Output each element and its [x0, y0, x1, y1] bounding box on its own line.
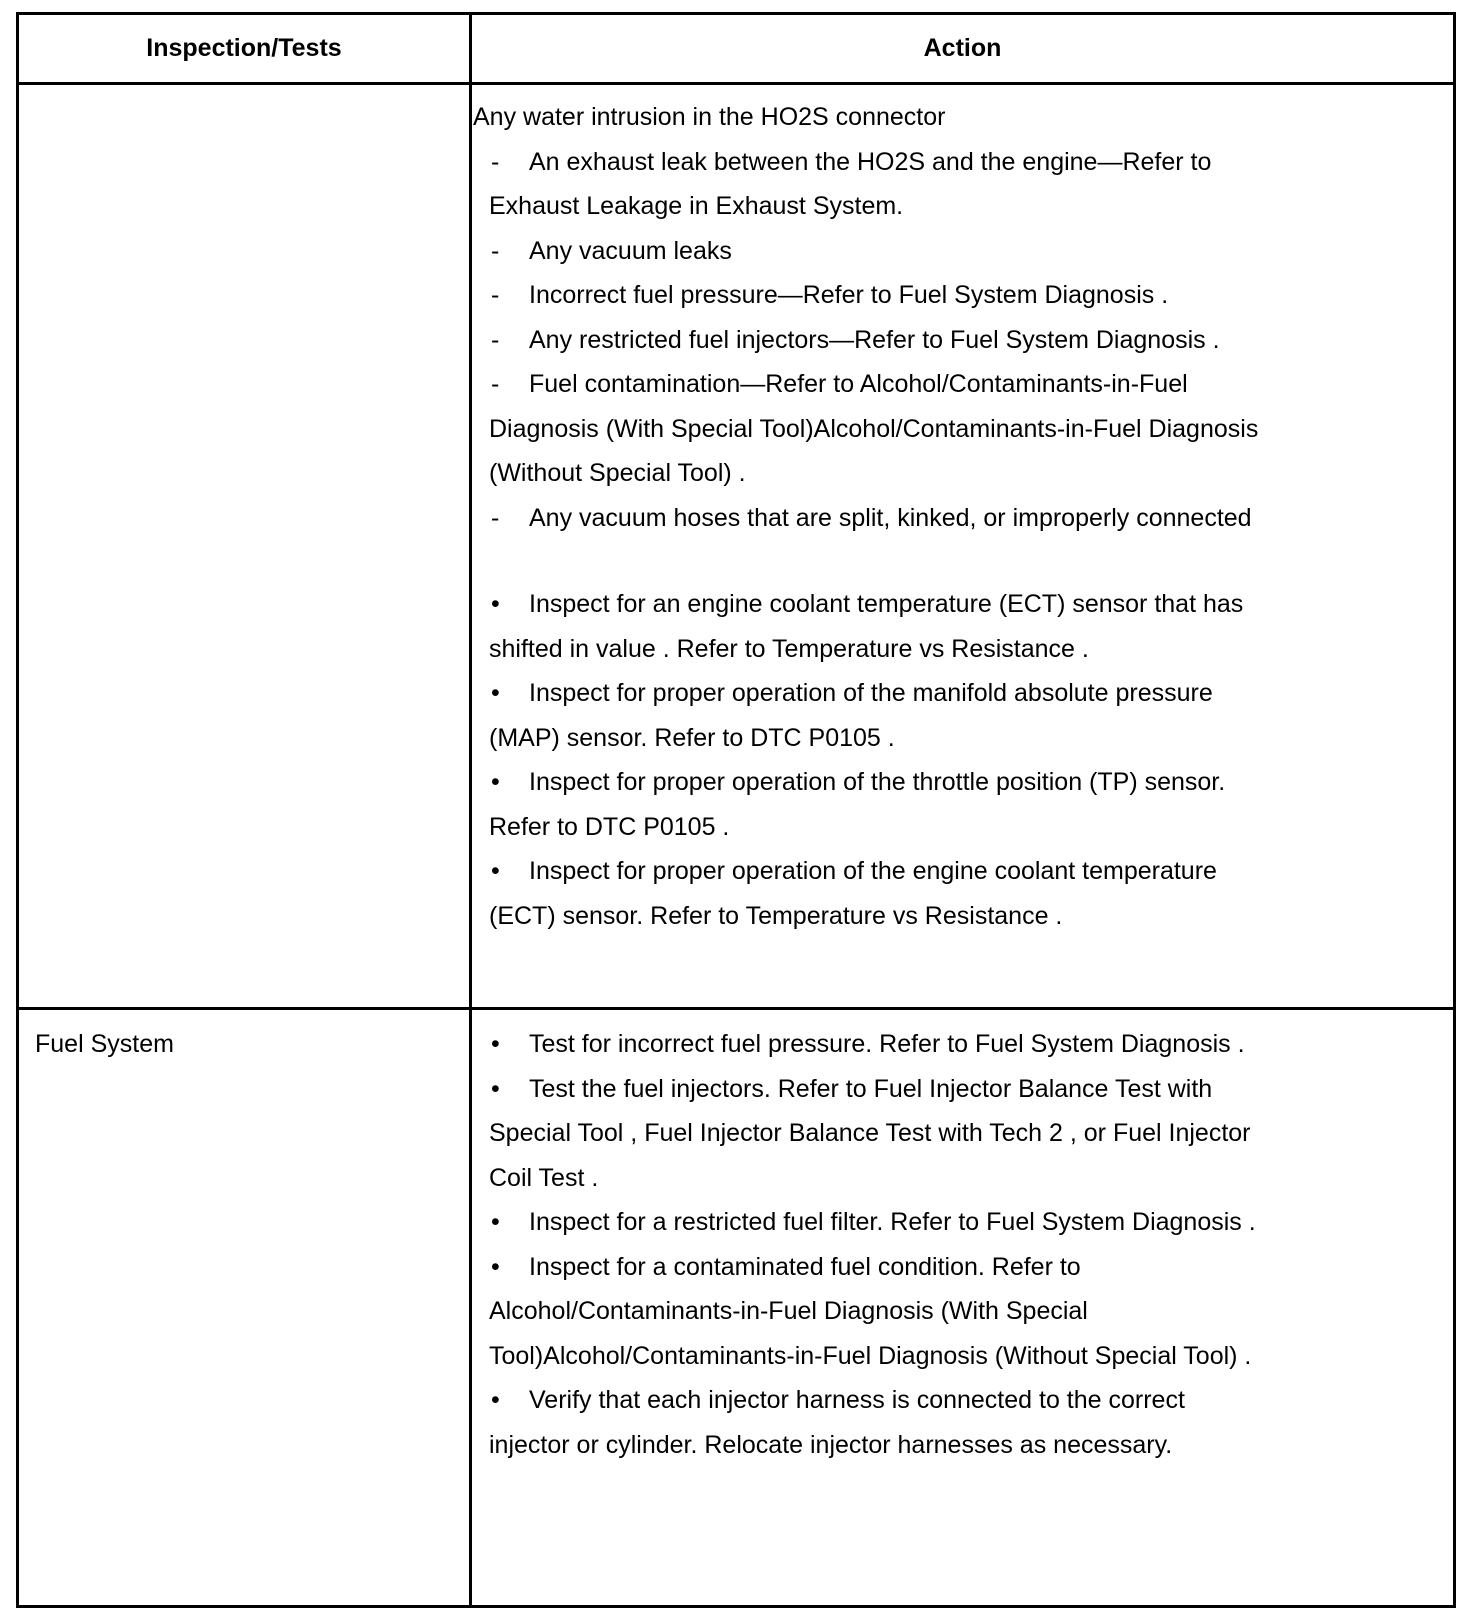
list-marker: • — [491, 857, 500, 885]
list-marker: • — [491, 1208, 500, 1236]
bullet-item — [473, 1378, 1453, 1467]
row1-inspection-label — [35, 97, 469, 142]
bullet-item-first-line — [473, 582, 1453, 627]
bullet-item-continuation-line: (ECT) sensor. Refer to Temperature vs Resistance . — [489, 901, 1063, 930]
bullet-item-continuation-line: shifted in value . Refer to Temperature vs Resistance . — [489, 634, 1089, 663]
list-item-text: Test the fuel injectors. Refer to Fuel Injector Balance Test with — [529, 1074, 1213, 1103]
dash-item-first-line — [473, 318, 1453, 363]
list-marker: • — [491, 1074, 500, 1103]
row1-action-cell — [472, 95, 1453, 938]
list-marker: • — [491, 768, 500, 796]
dash-item — [473, 362, 1453, 496]
bullet-item-first-line — [473, 1200, 1453, 1245]
row2-action-cell — [472, 1022, 1453, 1467]
diagnostic-table — [16, 12, 1456, 1608]
list-marker: • — [491, 1386, 500, 1414]
bullet-item — [473, 1067, 1453, 1201]
dash-item-continuation-line: Exhaust Leakage in Exhaust System. — [489, 192, 904, 220]
dash-item-first-line — [473, 362, 1453, 407]
dash-item — [473, 229, 1453, 274]
bullet-item-continuation-line: Tool)Alcohol/Contaminants-in-Fuel Diagnosis (Without Special Tool) . — [489, 1341, 1252, 1370]
bullet-item-first-line — [473, 849, 1453, 894]
list-item-text: Verify that each injector harness is connected to the correct — [529, 1386, 1185, 1414]
list-item-text: Inspect for proper operation of the throttle position (TP) sensor. — [529, 768, 1226, 796]
bullet-item-first-line — [473, 760, 1453, 805]
list-item-text: Inspect for proper operation of the manifold absolute pressure — [529, 679, 1213, 707]
row1-dash-list — [473, 140, 1453, 541]
list-item-text: Inspect for an engine coolant temperature (ECT) sensor that has — [529, 590, 1244, 618]
row1-intro-text: Any water intrusion in the HO2S connector — [473, 103, 946, 131]
bullet-item-first-line — [473, 1378, 1453, 1423]
list-marker: - — [491, 147, 500, 176]
list-marker: • — [491, 679, 500, 707]
list-item-text: Fuel contamination—Refer to Alcohol/Contaminants-in-Fuel — [529, 370, 1188, 398]
list-item-text: Incorrect fuel pressure—Refer to Fuel System Diagnosis . — [529, 281, 1169, 309]
bullet-item-continuation-line: (MAP) sensor. Refer to DTC P0105 . — [489, 723, 895, 752]
dash-item-continuation-line: (Without Special Tool) . — [489, 459, 746, 487]
row2-inspection-cell — [19, 1010, 469, 1067]
dash-item-first-line — [473, 273, 1453, 318]
bullet-item-first-line — [473, 1022, 1453, 1067]
dash-item-first-line — [473, 496, 1453, 541]
list-marker: • — [491, 1252, 500, 1281]
bullet-item-first-line — [473, 671, 1453, 716]
dash-item — [473, 318, 1453, 363]
bullet-item-continuation-line: Refer to DTC P0105 . — [489, 812, 730, 841]
row2-bullet-list — [473, 1022, 1453, 1467]
bullet-item — [473, 1200, 1453, 1245]
list-marker: - — [491, 370, 500, 398]
bullet-item — [473, 671, 1453, 760]
bullet-item — [473, 1245, 1453, 1379]
bullet-item-continuation-line: Alcohol/Contaminants-in-Fuel Diagnosis (With Special — [489, 1297, 1088, 1325]
bullet-item-first-line — [473, 1067, 1453, 1112]
list-item-text: Inspect for a restricted fuel filter. Refer to Fuel System Diagnosis . — [529, 1208, 1256, 1236]
list-item-text: Inspect for a contaminated fuel condition. Refer to — [529, 1252, 1081, 1281]
row2-inspection-label: Fuel System — [35, 1030, 174, 1058]
dash-item-continuation-line: Diagnosis (With Special Tool)Alcohol/Contaminants-in-Fuel Diagnosis — [489, 414, 1259, 443]
bullet-item-continuation-line: injector or cylinder. Relocate injector harnesses as necessary. — [489, 1430, 1173, 1459]
bullet-item — [473, 760, 1453, 849]
bullet-item — [473, 1022, 1453, 1067]
dash-item-first-line — [473, 140, 1453, 185]
list-item-text: Test for incorrect fuel pressure. Refer to Fuel System Diagnosis . — [529, 1030, 1245, 1058]
bullet-item — [473, 582, 1453, 671]
bullet-item — [473, 849, 1453, 938]
list-marker: - — [491, 325, 500, 354]
row1-inspection-cell — [19, 85, 469, 142]
bullet-item-continuation-line: Special Tool , Fuel Injector Balance Test with Tech 2 , or Fuel Injector — [489, 1119, 1251, 1147]
list-item-text: An exhaust leak between the HO2S and the engine—Refer to — [529, 147, 1212, 176]
header-action: Action — [923, 34, 1002, 62]
list-marker: - — [491, 236, 500, 265]
list-item-text: Any vacuum hoses that are split, kinked, or improperly connected — [529, 503, 1252, 532]
header-inspection-tests: Inspection/Tests — [146, 34, 342, 62]
list-item-text: Any restricted fuel injectors—Refer to Fuel System Diagnosis . — [529, 325, 1220, 354]
dash-item — [473, 496, 1453, 541]
dash-item-first-line — [473, 229, 1453, 274]
row1-bullet-list — [473, 582, 1453, 938]
list-item-text: Any vacuum leaks — [529, 236, 732, 265]
dash-item — [473, 273, 1453, 318]
bullet-item-continuation-line: Coil Test . — [489, 1163, 599, 1192]
dash-item — [473, 140, 1453, 229]
list-marker: • — [491, 590, 500, 618]
list-item-text: Inspect for proper operation of the engine coolant temperature — [529, 857, 1217, 885]
list-marker: - — [491, 503, 500, 532]
list-marker: • — [491, 1030, 500, 1058]
bullet-item-first-line — [473, 1245, 1453, 1290]
spacer — [473, 540, 1453, 582]
list-marker: - — [491, 281, 500, 309]
